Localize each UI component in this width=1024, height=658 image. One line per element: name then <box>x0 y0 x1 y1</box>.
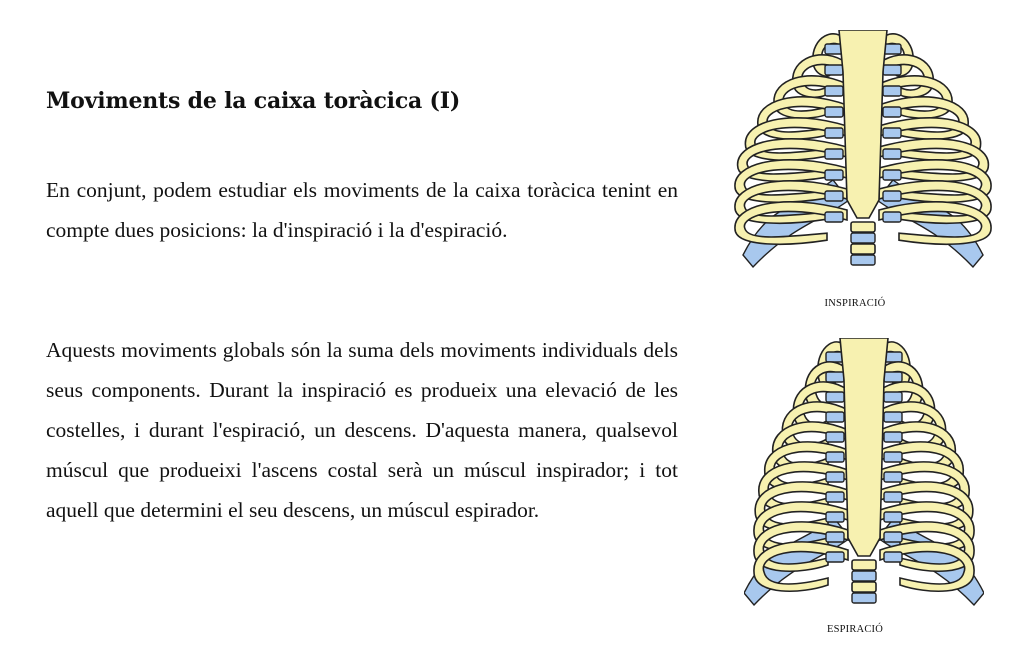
vertebra-3 <box>852 582 876 592</box>
rib-cartilage-left-2 <box>826 372 844 382</box>
vertebra-3 <box>851 244 875 254</box>
rib-cartilage-left-7 <box>826 472 844 482</box>
rib-cartilage-right-2 <box>883 65 901 75</box>
sternum <box>839 30 887 218</box>
rib-cartilage-left-7 <box>825 170 843 180</box>
rib-cartilage-left-3 <box>825 86 843 96</box>
vertebra-2 <box>851 233 875 243</box>
vertebra-4 <box>852 593 876 603</box>
vertebra-2 <box>852 571 876 581</box>
rib-cartilage-right-4 <box>883 107 901 117</box>
paragraph-intro: En conjunt, podem estudiar els moviments de la caixa toràcica tenint en compte dues posicions: la d'inspiració i la d'espiració. <box>46 178 678 242</box>
rib-cartilage-right-9 <box>883 212 901 222</box>
rib-cartilage-right-8 <box>883 191 901 201</box>
caption-inspiration: INSPIRACIÓ <box>824 298 886 309</box>
rib-cartilage-left-10 <box>826 532 844 542</box>
rib-cartilage-right-9 <box>884 512 902 522</box>
rib-cartilage-left-11 <box>826 552 844 562</box>
rib-cartilage-left-9 <box>826 512 844 522</box>
rib-cartilage-right-7 <box>883 170 901 180</box>
rib-cartilage-left-5 <box>825 128 843 138</box>
rib-cartilage-right-8 <box>884 492 902 502</box>
rib-cartilage-left-6 <box>826 452 844 462</box>
rib-cartilage-left-3 <box>826 392 844 402</box>
rib-cartilage-right-6 <box>883 149 901 159</box>
rib-cartilage-left-4 <box>825 107 843 117</box>
rib-cartilage-right-2 <box>884 372 902 382</box>
rib-cartilage-right-6 <box>884 452 902 462</box>
rib-cartilage-left-8 <box>826 492 844 502</box>
vertebra-4 <box>851 255 875 265</box>
rib-cartilage-left-4 <box>826 412 844 422</box>
rib-cartilage-right-5 <box>883 128 901 138</box>
vertebra-1 <box>851 222 875 232</box>
ribcage-inspiration-illustration <box>734 30 992 285</box>
rib-cartilage-left-8 <box>825 191 843 201</box>
rib-cartilage-left-5 <box>826 432 844 442</box>
ribcage-expiration-illustration <box>744 338 984 623</box>
rib-cartilage-right-7 <box>884 472 902 482</box>
rib-cartilage-right-3 <box>884 392 902 402</box>
rib-cartilage-right-11 <box>884 552 902 562</box>
rib-cartilage-left-2 <box>825 65 843 75</box>
rib-cartilage-left-6 <box>825 149 843 159</box>
rib-cartilage-right-10 <box>884 532 902 542</box>
rib-cartilage-left-9 <box>825 212 843 222</box>
rib-cartilage-right-5 <box>884 432 902 442</box>
sternum <box>840 338 888 556</box>
vertebra-1 <box>852 560 876 570</box>
paragraph-details: Aquests moviments globals són la suma dels moviments individuals dels seus components. Durant la inspiració es produeix una elevació de les costelles, i durant l'espiració, un descens. D'aquesta manera, qualsevol múscul que produeixi l'ascens costal serà un múscul inspirador; i tot aquell que determini el seu descens, un múscul espirador. <box>46 338 678 522</box>
rib-cartilage-right-4 <box>884 412 902 422</box>
caption-expiration: ESPIRACIÓ <box>826 624 884 635</box>
page-title: Moviments de la caixa toràcica (I) <box>46 88 461 114</box>
rib-cartilage-right-3 <box>883 86 901 96</box>
